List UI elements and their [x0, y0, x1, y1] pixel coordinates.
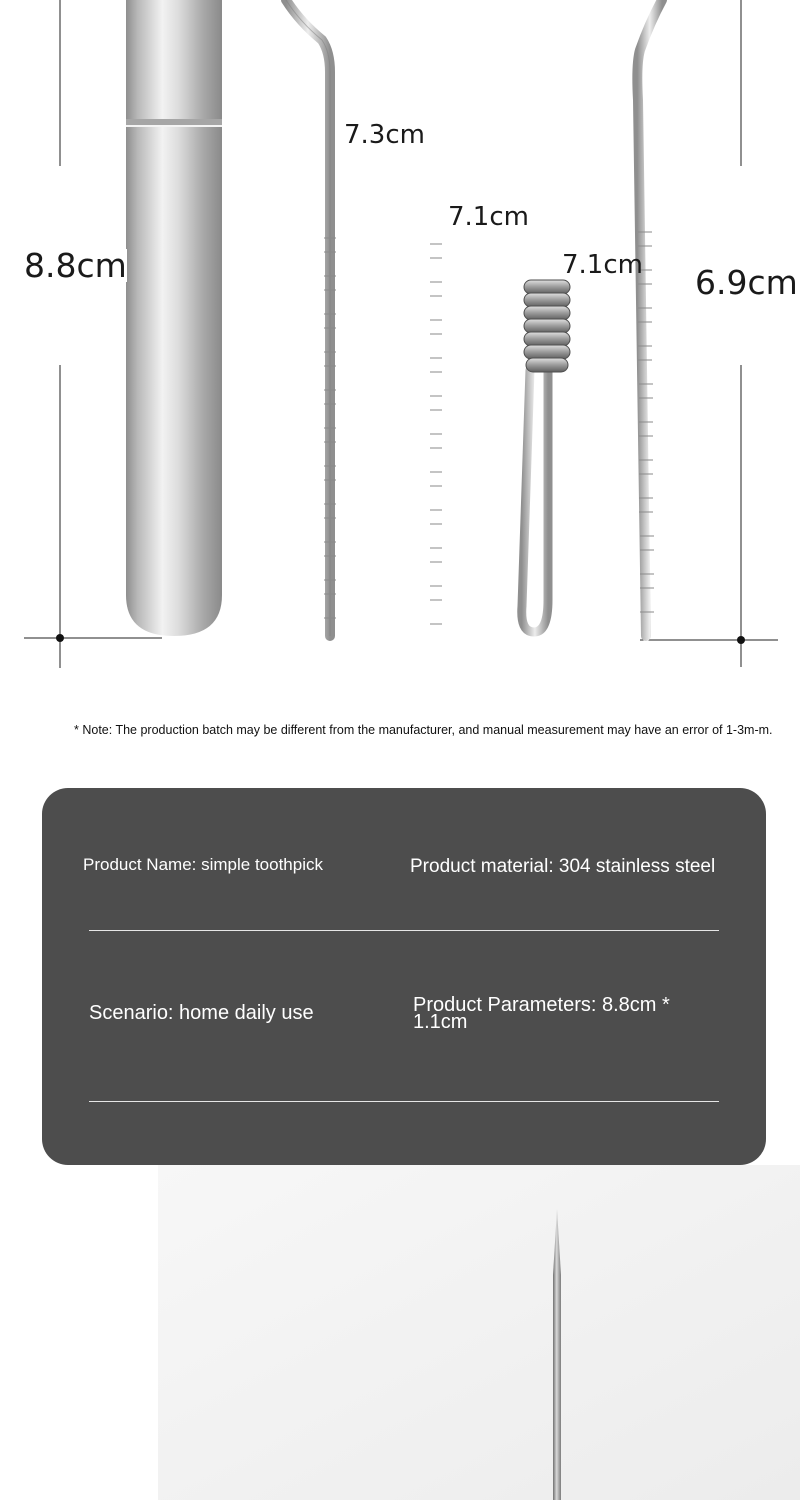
product-material: Product material: 304 stainless steel: [410, 856, 716, 877]
dimension-dot-right: [737, 636, 745, 644]
pick-3-length-label: 7.1cm: [562, 250, 643, 280]
toothpick-1: [286, 0, 336, 636]
product-dimension-figure: [0, 0, 800, 700]
pick-1-length-label: 7.3cm: [344, 120, 425, 150]
toothpick-closeup-photo: [158, 1165, 800, 1500]
case-length-label: 8.8cm: [24, 246, 127, 285]
pick-2-length-label: 7.1cm: [448, 202, 529, 232]
scenario: Scenario: home daily use: [89, 1002, 314, 1024]
dimension-dot-left: [56, 634, 64, 642]
toothpick-2: [430, 0, 442, 636]
product-parameters-line-2: 1.1cm: [413, 1011, 468, 1033]
spec-card: [42, 788, 766, 1165]
spec-divider-2: [89, 1101, 719, 1102]
ear-scoop-spring: [522, 0, 570, 632]
product-name: Product Name: simple toothpick: [83, 855, 323, 874]
product-parameters-line-1: Product Parameters: 8.8cm *: [413, 994, 670, 1016]
product-parameters: [413, 994, 670, 1033]
pick-4-length-label: 6.9cm: [695, 263, 798, 302]
toothpick-4: [637, 0, 662, 636]
spec-divider-1: [89, 930, 719, 931]
storage-case: [126, 0, 222, 636]
measurement-note: * Note: The production batch may be different from the manufacturer, and manual measurement may have an error of 1-3m-m.: [74, 723, 773, 737]
